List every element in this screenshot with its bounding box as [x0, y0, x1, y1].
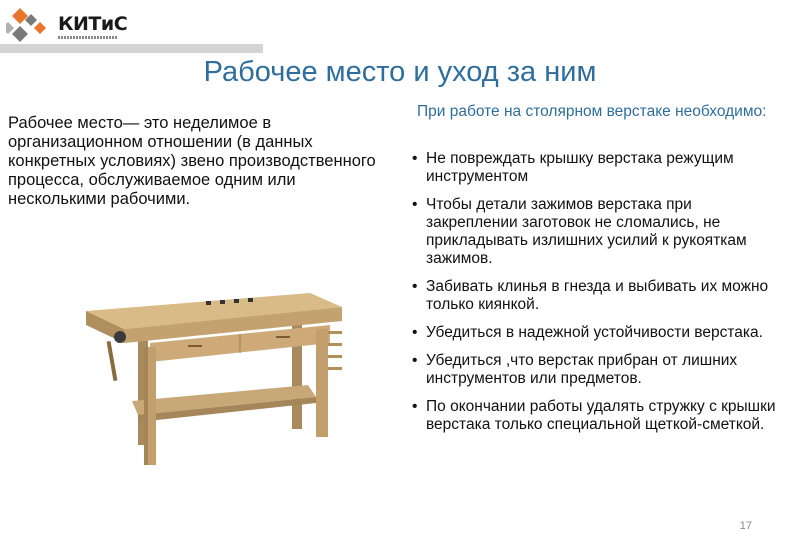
- bullet: •: [412, 196, 418, 213]
- rule-text: Убедиться в надежной устойчивости верстака.: [426, 324, 763, 341]
- page-title: Рабочее место и уход за ним: [203, 56, 597, 88]
- bullet: •: [412, 150, 418, 167]
- definition-text: Рабочее место— это неделимое в организационном отношении (в данных конкретных условиях) звено производственного процесса, обслуживаемое одним или несколькими рабочими.: [8, 114, 376, 208]
- bullet: •: [412, 278, 418, 295]
- list-item: [412, 352, 782, 388]
- rule-text: Забивать клинья в гнезда и выбивать их можно только киянкой.: [426, 278, 769, 313]
- workbench-image: [80, 285, 348, 470]
- rules-list: [412, 150, 782, 444]
- list-item: [412, 324, 782, 342]
- bullet: •: [412, 398, 418, 415]
- logo-text: КИТиС: [58, 13, 128, 35]
- rule-text: Не повреждать крышку верстака режущим инструментом: [426, 150, 734, 185]
- rule-text: Убедиться ,что верстак прибран от лишних инструментов или предметов.: [426, 352, 738, 387]
- rule-text: По окончании работы удалять стружку с крышки верстака только специальной щеткой-сметкой.: [426, 398, 776, 433]
- bullet: •: [412, 352, 418, 369]
- bullet: •: [412, 324, 418, 341]
- list-item: [412, 150, 782, 186]
- page-number: 17: [739, 520, 752, 532]
- list-item: [412, 398, 782, 434]
- header-bar: [0, 44, 263, 53]
- list-item: [412, 278, 782, 314]
- logo-tagline: [58, 36, 118, 39]
- rules-intro: При работе на столярном верстаке необходимо:: [417, 103, 767, 120]
- list-item: [412, 196, 782, 268]
- rule-text: Чтобы детали зажимов верстака при закреплении заготовок не сломались, не прикладывать излишних усилий к рукояткам зажимов.: [426, 196, 747, 267]
- diamond-logo-icon: [6, 4, 54, 46]
- logo: [6, 4, 126, 46]
